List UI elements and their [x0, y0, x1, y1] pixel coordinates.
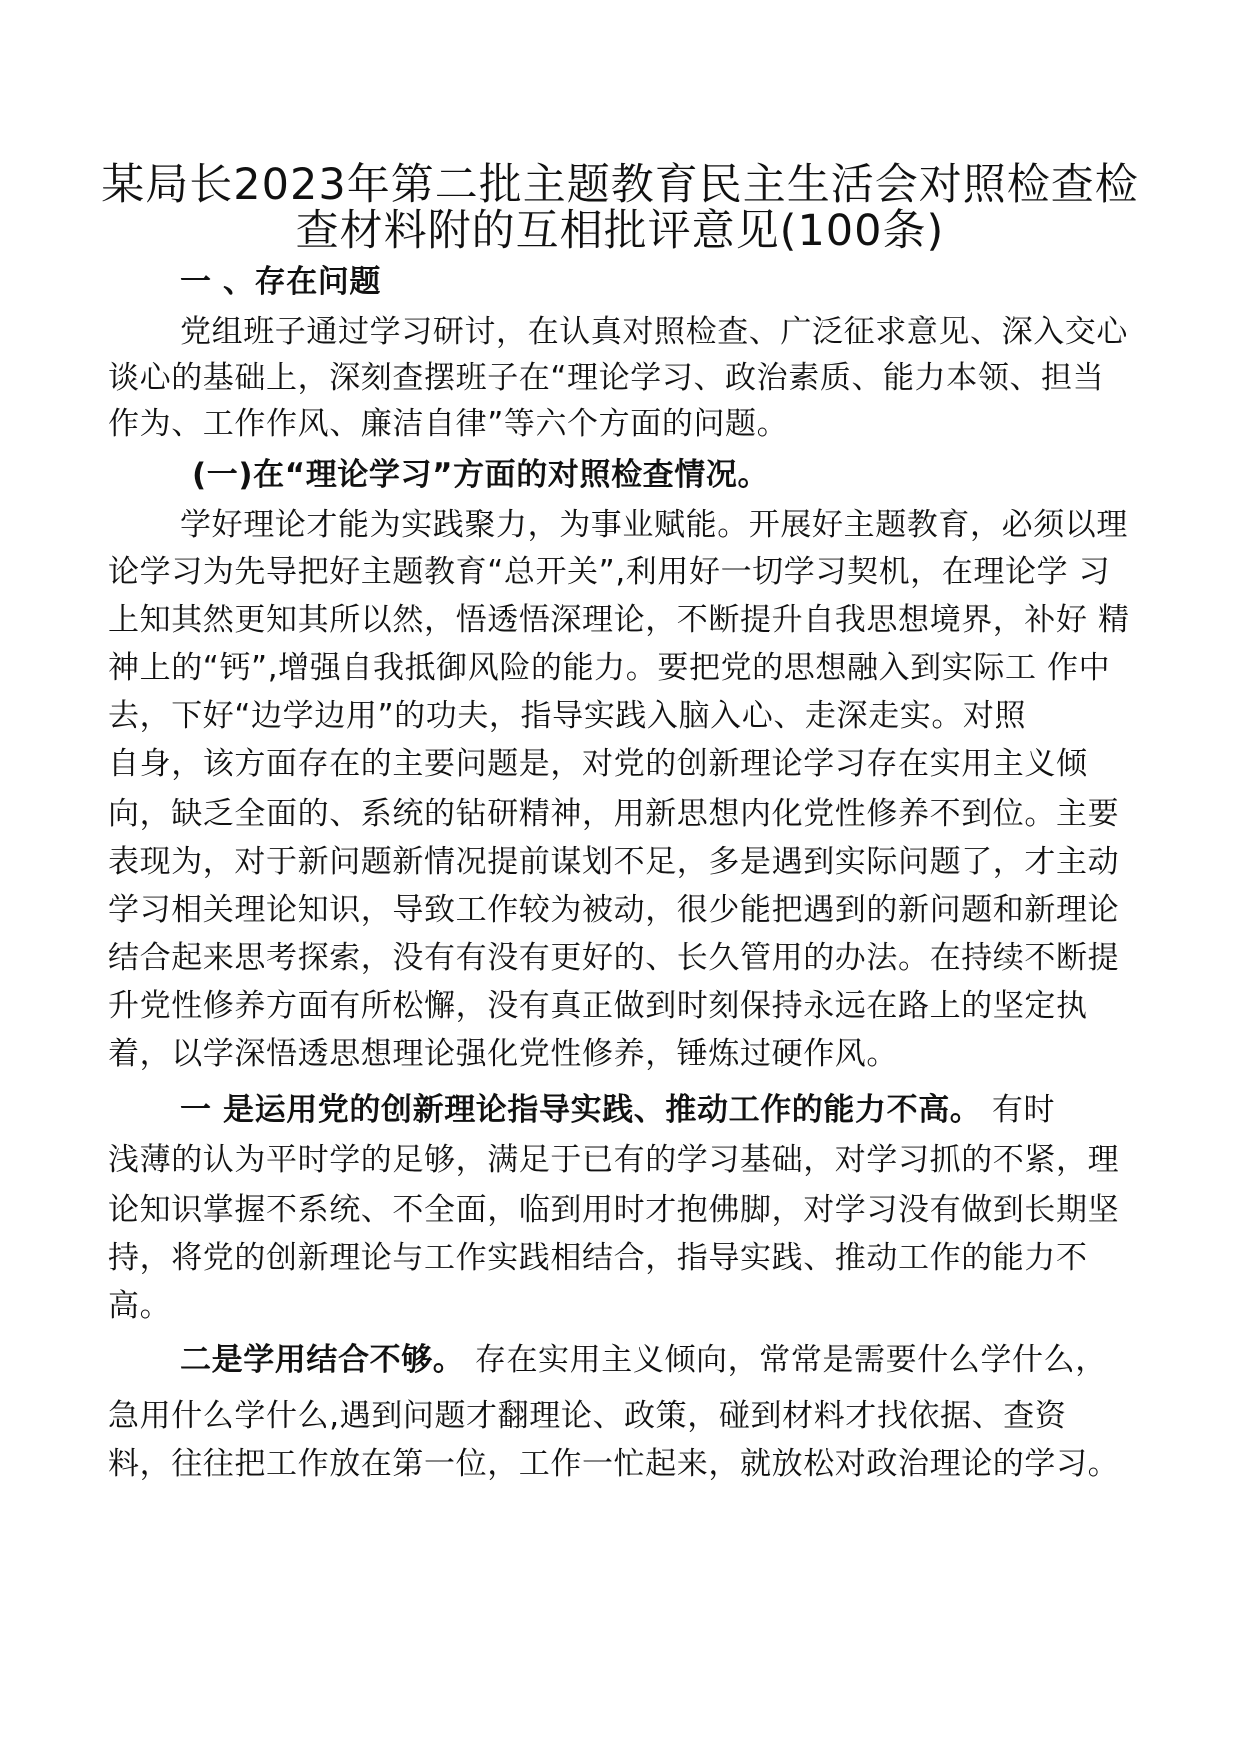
- point-text: 存在实用主义倾向，常常是需要什么学什么，: [464, 1342, 1107, 1378]
- paragraph-line: [180, 1340, 1210, 1380]
- paragraph-line: 急用什么学什么,遇到问题才翻理论、政策，碰到材料才找依据、查资: [108, 1398, 1067, 1434]
- point-heading: 二是学用结合不够。: [180, 1342, 465, 1378]
- paragraph-line: 着，以学深悟透思想理论强化党性修养，锤炼过硬作风。: [108, 1036, 898, 1072]
- document-title-line-1: 某局长2023年第二批主题教育民主生活会对照检查检: [101, 160, 1139, 210]
- paragraph-line: 表现为，对于新问题新情况提前谋划不足，多是遇到实际问题了，才主动: [108, 844, 1120, 880]
- paragraph-line: 学习相关理论知识，导致工作较为被动，很少能把遇到的新问题和新理论: [108, 892, 1120, 928]
- point-heading: 一 是运用党的创新理论指导实践、推动工作的能力不高。: [180, 1092, 982, 1128]
- paragraph-line: 持，将党的创新理论与工作实践相结合，指导实践、推动工作的能力不: [108, 1240, 1088, 1276]
- paragraph-line: 论学习为先导把好主题教育“总开关”,利用好一切学习契机，在理论学 习: [108, 554, 1111, 590]
- paragraph-line: 上知其然更知其所以然，悟透悟深理论，不断提升自我思想境界，补好 精: [108, 602, 1130, 638]
- section-heading: 一 、存在问题: [180, 264, 381, 300]
- paragraph-line: 神上的“钙”,增强自我抵御风险的能力。要把党的思想融入到实际工 作中: [108, 650, 1111, 686]
- paragraph-line: 结合起来思考探索，没有有没有更好的、长久管用的办法。在持续不断提: [108, 940, 1120, 976]
- paragraph-line: 向，缺乏全面的、系统的钻研精神，用新思想内化党性修养不到位。主要: [108, 796, 1120, 832]
- point-text: 有时: [981, 1092, 1056, 1128]
- paragraph-line: 浅薄的认为平时学的足够，满足于已有的学习基础，对学习抓的不紧，理: [108, 1142, 1120, 1178]
- paragraph-line: 料，往往把工作放在第一位，工作一忙起来，就放松对政治理论的学习。: [108, 1446, 1120, 1482]
- document-title-line-2: 查材料附的互相批评意见(100条): [295, 206, 945, 256]
- paragraph-line: 升党性修养方面有所松懈，没有真正做到时刻保持永远在路上的坚定执: [108, 988, 1088, 1024]
- paragraph-line: 去，下好“边学边用”的功夫，指导实践入脑入心、走深走实。对照: [108, 698, 1027, 734]
- paragraph-line: 作为、工作作风、廉洁自律”等六个方面的问题。: [108, 406, 789, 442]
- paragraph-line: 学好理论才能为实践聚力，为事业赋能。开展好主题教育，必须以理: [180, 507, 1128, 543]
- paragraph-line: 谈心的基础上，深刻查摆班子在“理论学习、政治素质、能力本领、担当: [108, 360, 1105, 396]
- paragraph-line: 论知识掌握不系统、不全面，临到用时才抱佛脚，对学习没有做到长期坚: [108, 1192, 1120, 1228]
- paragraph-line: 自身，该方面存在的主要问题是，对党的创新理论学习存在实用主义倾: [108, 746, 1088, 782]
- paragraph-line: 党组班子通过学习研讨，在认真对照检查、广泛征求意见、深入交心: [180, 314, 1128, 350]
- paragraph-line: [180, 1090, 1210, 1130]
- paragraph-line: 高。: [108, 1288, 172, 1324]
- subsection-heading: (一)在“理论学习”方面的对照检查情况。: [192, 457, 770, 493]
